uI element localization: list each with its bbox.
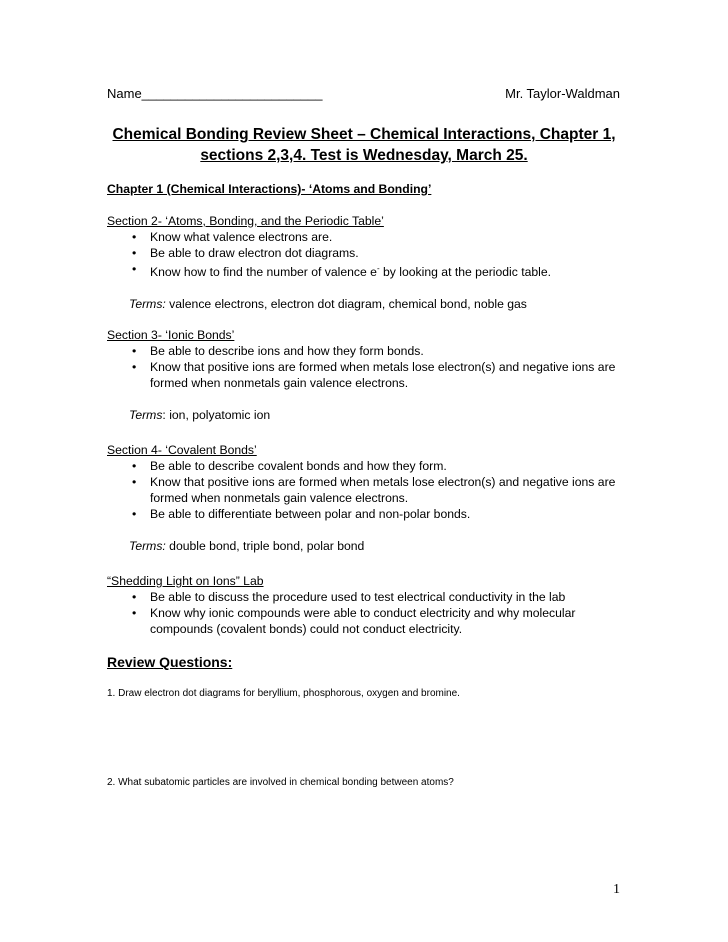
terms-text: double bond, triple bond, polar bond (165, 539, 365, 553)
teacher-name: Mr. Taylor-Waldman (505, 86, 620, 101)
terms-label: Terms: (129, 539, 166, 553)
question-1: 1. Draw electron dot diagrams for beryllium, phosphorous, oxygen and bromine. (107, 688, 460, 699)
list-item: • Know why ionic compounds were able to conduct electricity and why molecular compounds (covalent bonds) could not conduct electricity. (107, 605, 627, 637)
section-2-list (107, 229, 627, 280)
terms-label: Terms: (129, 297, 166, 312)
list-item: • Be able to draw electron dot diagrams. (107, 245, 627, 261)
section-3-list (107, 343, 627, 391)
terms-text: : ion, polyatomic ion (162, 408, 271, 422)
list-item: • Know that positive ions are formed when metals lose electron(s) and negative ions are formed when nonmetals gain valence electrons. (107, 359, 627, 391)
list-item: • Be able to describe covalent bonds and how they form. (107, 458, 627, 474)
section-3-heading: Section 3- ‘Ionic Bonds’ (107, 328, 235, 342)
question-2: 2. What subatomic particles are involved in chemical bonding between atoms? (107, 777, 454, 788)
section-2-terms (107, 296, 627, 312)
section-4-heading: Section 4- ‘Covalent Bonds’ (107, 443, 257, 457)
lab-list (107, 589, 627, 637)
lab-heading: “Shedding Light on Ions” Lab (107, 574, 264, 588)
list-item: • Be able to differentiate between polar and non-polar bonds. (107, 506, 627, 522)
superscript-minus: - (376, 264, 380, 273)
list-item (107, 261, 627, 280)
lab-section (107, 573, 627, 637)
terms-label: Terms (129, 408, 163, 422)
list-item: • Know that positive ions are formed when metals lose electron(s) and negative ions are formed when nonmetals gain valence electrons. (107, 474, 627, 506)
list-item: • Be able to describe ions and how they form bonds. (107, 343, 627, 359)
page-number: 1 (613, 882, 620, 897)
chapter-heading: Chapter 1 (Chemical Interactions)- ‘Atoms and Bonding’ (107, 182, 432, 196)
section-4 (107, 442, 627, 554)
section-4-terms (107, 538, 627, 554)
name-field: Name_________________________ (107, 86, 323, 101)
list-item: • Be able to discuss the procedure used to test electrical conductivity in the lab (107, 589, 627, 605)
terms-text: valence electrons, electron dot diagram, chemical bond, noble gas (165, 297, 527, 312)
title-line-1: Chemical Bonding Review Sheet – Chemical Interactions, Chapter 1, (112, 126, 616, 143)
item-text: Know how to find the number of valence e (150, 265, 377, 280)
title-line-2: sections 2,3,4. Test is Wednesday, March 25. (200, 147, 528, 164)
section-2-heading: Section 2- ‘Atoms, Bonding, and the Periodic Table’ (107, 214, 384, 228)
section-3 (107, 327, 627, 423)
page-title (80, 124, 648, 166)
list-item: • Know what valence electrons are. (107, 229, 627, 245)
section-2 (107, 213, 627, 312)
section-3-terms (107, 407, 627, 423)
item-text: by looking at the periodic table. (379, 265, 552, 280)
section-4-list (107, 458, 627, 522)
review-questions-title: Review Questions: (107, 654, 233, 670)
